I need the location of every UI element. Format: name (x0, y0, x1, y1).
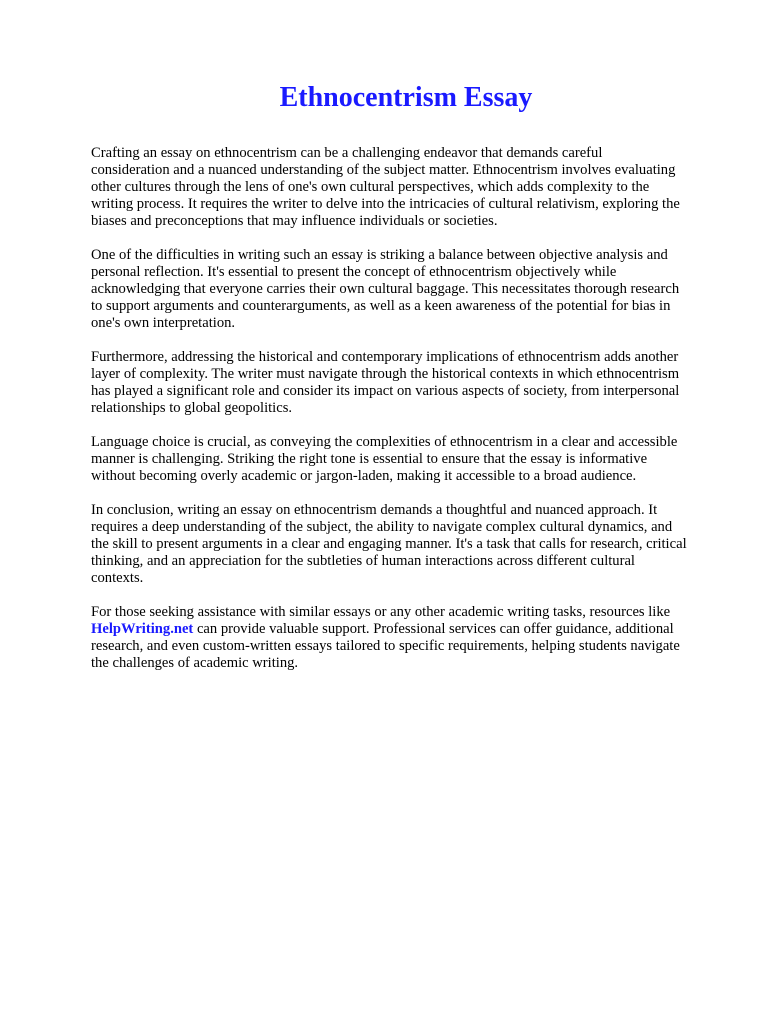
resources-text-after: can provide valuable support. Professional services can offer guidance, additional research, and even custom-written essays tailored to specific requirements, helping students navigate the challenges of academic writing. (91, 621, 680, 671)
paragraph-language: Language choice is crucial, as conveying the complexities of ethnocentrism in a clear and accessible manner is challenging. Striking the right tone is essential to ensure that the essay is informative without becoming overly academic or jargon-laden, making it accessible to a broad audience. (91, 434, 678, 484)
resources-text-before: For those seeking assistance with similar essays or any other academic writing tasks, resources like (91, 604, 671, 620)
page-title: Ethnocentrism Essay (279, 82, 533, 113)
helpwriting-link[interactable]: HelpWriting.net (91, 621, 194, 637)
paragraph-resources (91, 604, 731, 672)
paragraph-difficulties: One of the difficulties in writing such an essay is striking a balance between objective analysis and personal reflection. It's essential to present the concept of ethnocentrism objectively while acknowledging that everyone carries their own cultural baggage. This necessitates thorough research to support arguments and counterarguments, as well as a keen awareness of the potential for bias in one's own interpretation. (91, 247, 680, 331)
paragraph-implications: Furthermore, addressing the historical and contemporary implications of ethnocentrism adds another layer of complexity. The writer must navigate through the historical contexts in which ethnocentrism has played a significant role and consider its impact on various aspects of society, from interpersonal relationships to global geopolitics. (91, 349, 680, 416)
essay-body (91, 145, 731, 689)
paragraph-conclusion: In conclusion, writing an essay on ethnocentrism demands a thoughtful and nuanced approach. It requires a deep understanding of the subject, the ability to navigate complex cultural dynamics, and the skill to present arguments in a clear and engaging manner. It's a task that calls for research, critical thinking, and an appreciation for the subtleties of human interactions across different cultural contexts. (91, 502, 687, 586)
paragraph-intro: Crafting an essay on ethnocentrism can be a challenging endeavor that demands careful consideration and a nuanced understanding of the subject matter. Ethnocentrism involves evaluating other cultures through the lens of one's own cultural perspectives, which adds complexity to the writing process. It requires the writer to delve into the intricacies of cultural relativism, exploring the biases and preconceptions that may influence individuals or societies. (91, 145, 680, 229)
